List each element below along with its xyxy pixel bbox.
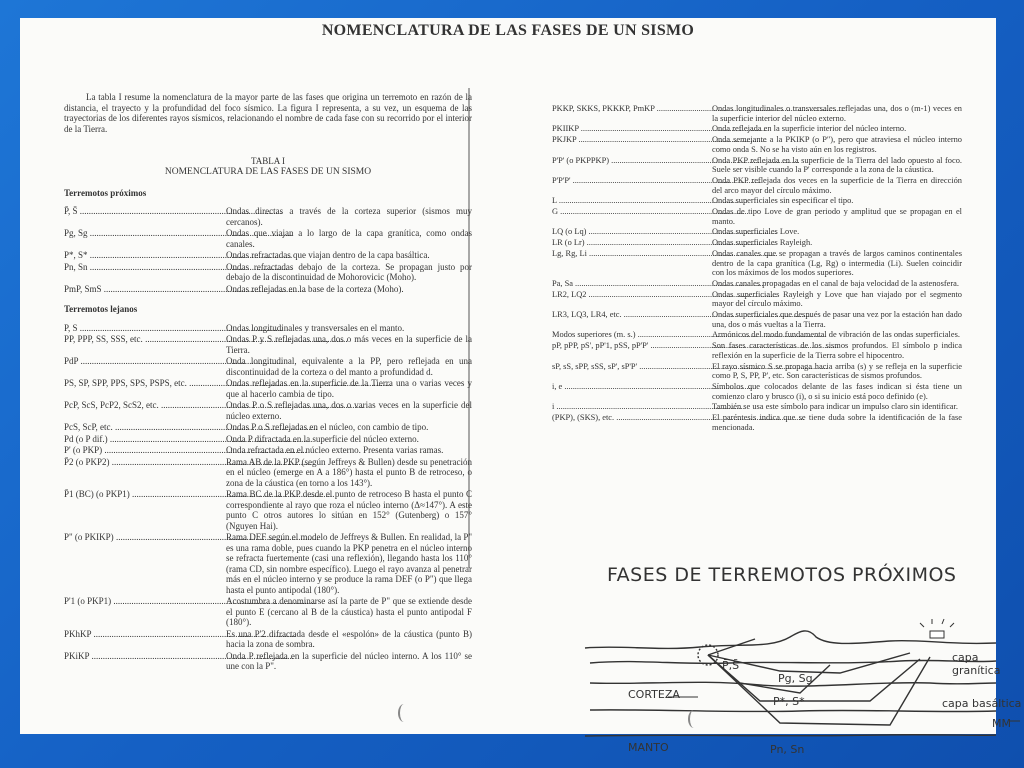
phase-description: El rayo sísmico S se propaga hacia arriba (s) y se refleja en la superficie como P, S, PP, P', etc. Son características de sismos profundos. xyxy=(712,361,962,381)
phase-description: Ondas P y S reflejadas una, dos o más veces en la superficie de la Tierra. xyxy=(226,334,472,355)
phase-description: Onda reflejada en la superficie interior del núcleo interno. xyxy=(712,124,907,134)
phase-description: Armónicos del modo fundamental de vibración de las ondas superficiales. xyxy=(712,330,960,340)
phase-row xyxy=(552,176,962,195)
phase-symbol: PKhKP ..... xyxy=(64,629,226,650)
phase-row xyxy=(64,434,472,445)
phase-description: El paréntesis indica que se tiene duda sobre la identificación de la fase mencionada. xyxy=(712,413,962,432)
phase-row xyxy=(64,228,472,249)
right-list xyxy=(552,104,962,433)
phase-symbol: P'1 (o PKP1) ..... xyxy=(64,596,226,628)
phase-symbol: LQ (o Lq) ..... xyxy=(552,227,712,237)
scan-artifact xyxy=(398,704,410,722)
phase-row xyxy=(64,457,472,489)
phase-symbol: (PKP), (SKS), etc. ..... xyxy=(552,413,712,432)
phase-row xyxy=(552,290,962,309)
phase-description: Rama BC de la PKP desde el punto de retroceso B hasta el punto C correspondiente al rayo que roza el núcleo interno (Δ≈147°). A este punto C otros autores lo sitúan en 152° (Gutenberg) o 157° (Nguyen Hai). xyxy=(226,489,472,531)
phase-description: Ondas que viajan a lo largo de la capa granítica, como ondas canales. xyxy=(226,228,472,249)
phase-row xyxy=(64,629,472,650)
phase-symbol: G ..... xyxy=(552,207,712,226)
phase-description: Ondas longitudinales y transversales en el manto. xyxy=(226,322,405,333)
phase-row xyxy=(64,334,472,355)
phase-row xyxy=(64,323,472,334)
phase-symbol: sP, sS, sPP, sSS, sP', sP'P' ..... xyxy=(552,362,712,381)
phase-row xyxy=(64,262,472,283)
phase-row xyxy=(64,532,472,595)
phase-symbol: P'P' (o PKPPKP) ..... xyxy=(552,156,712,175)
document-page xyxy=(20,18,1022,756)
scan-artifact xyxy=(688,710,700,728)
phase-description: Onda PKP reflejada en la superficie de la Tierra del lado opuesto al foco. Suele ser visible cuando la P' corresponde a la zona de la cáustica. xyxy=(712,155,962,175)
phase-description: También se usa este símbolo para indicar un impulso claro sin identificar. xyxy=(712,402,958,412)
phase-symbol: PKJKP ..... xyxy=(552,135,712,154)
phase-row xyxy=(552,156,962,175)
phase-description: Ondas refractadas debajo de la corteza. Se propagan justo por debajo de la discontinuidad de Mohorovicic (Moho). xyxy=(226,261,472,282)
phase-symbol: Pa, Sa ..... xyxy=(552,279,712,289)
phase-symbol: pP, pPP, pS', pP'1, pSS, pP'P' ..... xyxy=(552,341,712,360)
near-heading: Terremotos próximos xyxy=(64,187,147,198)
phase-description: Onda P reflejada en la superficie del núcleo interno. A los 110° se une con la P". xyxy=(226,650,472,671)
mantle-line xyxy=(585,735,996,736)
label-manto: MANTO xyxy=(628,741,669,754)
phase-row xyxy=(552,124,962,134)
phase-row xyxy=(64,422,472,433)
phase-symbol: P, S ..... xyxy=(64,323,226,334)
phase-description: Ondas directas a través de la corteza superior (sismos muy cercanos). xyxy=(226,206,472,227)
phase-symbol: i, e ..... xyxy=(552,382,712,401)
label-moho: MM xyxy=(992,717,1011,730)
phase-description: Símbolos que colocados delante de las fases indican si ésta tiene un comienzo claro y brusco (i), o si su inicio está poco definido (e). xyxy=(712,381,962,401)
phase-row xyxy=(552,362,962,381)
phase-symbol: P*, S* ..... xyxy=(64,250,226,261)
phase-symbol: P'P'P' ..... xyxy=(552,176,712,195)
phase-symbol: PmP, SmS ..... xyxy=(64,284,226,295)
phase-symbol: P" (o PKIKP) ..... xyxy=(64,532,226,595)
phase-symbol: Pg, Sg ..... xyxy=(64,228,226,249)
phase-symbol: PKiKP ..... xyxy=(64,651,226,672)
phase-description: Rama AB de la PKP (según Jeffreys & Bullen) desde su penetración en el núcleo (emerge en A a 186°) hasta el punto B de retroceso, o zona de la cáustica (en torno a los 143°). xyxy=(226,456,472,488)
phase-row xyxy=(552,207,962,226)
phase-description: Ondas P o S reflejadas en el núcleo, con cambio de tipo. xyxy=(226,422,429,432)
phase-description: Ondas canales propagadas en el canal de baja velocidad de la astenosfera. xyxy=(712,278,959,288)
phase-description: Ondas de tipo Love de gran periodo y amplitud que se propagan en el manto. xyxy=(712,207,962,226)
station-icon xyxy=(930,631,944,638)
phase-row xyxy=(64,284,472,295)
near-list xyxy=(64,206,472,294)
phase-description: Es una P'2 difractada desde el «espolón» de la cáustica (punto B) hacia la zona de sombra. xyxy=(226,628,472,649)
phase-description: Ondas superficiales Rayleigh y Love que han viajado por el segmento mayor del círculo máximo. xyxy=(712,289,962,309)
far-heading: Terremotos lejanos xyxy=(64,304,138,314)
phase-symbol: P̄2 (o PKP2) ..... xyxy=(64,457,226,489)
diagram-svg xyxy=(580,593,1000,734)
phase-symbol: PS, SP, SPP, PPS, SPS, PSPS, etc. ..... xyxy=(64,378,226,399)
phase-row xyxy=(552,196,962,206)
phase-symbol: Pd (o P dif.) ..... xyxy=(64,434,226,445)
seismic-diagram xyxy=(580,593,1022,756)
phase-description: Onda refractada en el núcleo externo. Presenta varias ramas. xyxy=(226,445,444,455)
phase-row xyxy=(64,378,472,399)
label-pgsg: Pg, Sg xyxy=(778,672,813,685)
phase-row xyxy=(552,249,962,278)
phase-row xyxy=(552,279,962,289)
phase-description: Rama DEF según el modelo de Jeffreys & Bullen. En realidad, la P" es una rama doble, pues cuando la PKP penetra en el núcleo interno se refracta fuertemente (casi una reflexión), llegando hasta los 110° (rama CD, sin nombre específico). Luego el rayo avanza al penetrar más en el núcleo interno y se produce la rama DEF (o P") que llega hasta el punto antipodal (180°). xyxy=(226,532,472,595)
phase-symbol: PcP, ScS, PcP2, ScS2, etc. ..... xyxy=(64,400,226,421)
phase-symbol: PdP ..... xyxy=(64,356,226,377)
phase-description: Ondas longitudinales o transversales reflejadas una, dos o (m-1) veces en la superficie interior del núcleo externo. xyxy=(712,104,962,123)
intro-paragraph: La tabla I resume la nomenclatura de la mayor parte de las fases que origina un terremoto en razón de la distancia, el trayecto y la profundidad del foco sísmico. La figura I representa, a su vez, un esquema de las trayectorias de los diferentes rayos sísmicos, relacionando el nombre de cada fase con su recorrido por el interior de la Tierra. xyxy=(64,92,472,134)
phase-symbol: PcS, ScP, etc. ..... xyxy=(64,422,226,433)
left-column xyxy=(64,92,472,673)
phase-symbol: Lg, Rg, Li ..... xyxy=(552,249,712,278)
phase-symbol: P' (o PKP) ..... xyxy=(64,445,226,456)
phase-symbol: LR (o Lr) ..... xyxy=(552,238,712,248)
ray-pn xyxy=(708,655,930,725)
label-granitica: capa granítica xyxy=(952,651,1001,677)
phase-description: Ondas reflejadas en la base de la corteza (Moho). xyxy=(226,283,404,294)
page-title: NOMENCLATURA DE LAS FASES DE UN SISMO xyxy=(321,22,695,39)
phase-description: Onda semejante a la PKIKP (o P"), pero que atraviesa el núcleo interno como onda S. No se ha visto aún en los registros. xyxy=(712,135,962,154)
phase-description: Ondas refractadas que viajan dentro de la capa basáltica. xyxy=(226,250,430,260)
label-basaltica: capa basáltica xyxy=(942,697,1022,710)
phase-description: Son fases características de los sismos profundos. El símbolo p indica reflexión en la superficie de la Tierra sobre el hipocentro. xyxy=(712,341,962,360)
far-list xyxy=(64,323,472,672)
phase-row xyxy=(552,402,962,412)
phase-description: Ondas canales que se propagan a través de largos caminos continentales dentro de la capa granítica (Lg, Rg) o intermedia (Li). Suelen coincidir con los máximos de los modos superiores. xyxy=(712,248,962,278)
phase-row xyxy=(552,310,962,329)
phase-description: Ondas reflejadas en la superficie de la Tierra una o varias veces y que al hacerlo cambia de tipo. xyxy=(226,378,472,399)
table-title: TABLA I xyxy=(250,156,286,166)
phase-symbol: LR3, LQ3, LR4, etc. ..... xyxy=(552,310,712,329)
phase-row xyxy=(552,382,962,401)
phase-description: Onda longitudinal, equivalente a la PP, pero reflejada en una discontinuidad de la corteza o del manto a profundidad d. xyxy=(226,356,472,377)
phase-description: Onda PKP reflejada dos veces en la superficie de la Tierra en dirección del arco mayor del círculo máximo. xyxy=(712,175,962,195)
phase-symbol: PP, PPP, SS, SSS, etc. ..... xyxy=(64,334,226,355)
phase-row xyxy=(64,400,472,421)
phase-symbol: P̄1 (BC) (o PKP1) ..... xyxy=(64,489,226,531)
phase-symbol: Pn, Sn ..... xyxy=(64,262,226,283)
phase-symbol: PKKP, SKKS, PKKKP, PmKP ..... xyxy=(552,104,712,123)
phase-description: Acostumbra a denominarse así la parte de P" que se extiende desde el punto E (cercano al B de la cáustica) hasta el punto antipodal F (180°). xyxy=(226,596,472,627)
phase-row xyxy=(64,651,472,672)
granite-line xyxy=(590,660,996,663)
phase-description: Ondas superficiales que después de pasar una vez por la estación han dado una, dos o más vueltas a la Tierra. xyxy=(712,310,962,329)
phase-description: Onda P difractada en la superficie del núcleo externo. xyxy=(226,433,419,444)
phase-symbol: Modos superiores (m. s.) ..... xyxy=(552,330,712,340)
phase-description: Ondas superficiales Rayleigh. xyxy=(712,238,813,248)
phase-symbol: LR2, LQ2 ..... xyxy=(552,290,712,309)
phase-description: Ondas superficiales Love. xyxy=(712,227,800,237)
phase-row xyxy=(64,356,472,377)
phase-description: Ondas superficiales sin especificar el tipo. xyxy=(712,196,854,206)
phase-symbol: i ..... xyxy=(552,402,712,412)
phase-row xyxy=(64,250,472,261)
label-pstar: P*, S* xyxy=(773,695,805,708)
phase-row xyxy=(64,445,472,456)
phase-row xyxy=(64,489,472,531)
phase-row xyxy=(552,341,962,360)
ray-direct xyxy=(708,639,755,655)
phase-row xyxy=(552,238,962,248)
phase-row xyxy=(64,206,472,227)
phase-row xyxy=(552,227,962,237)
label-corteza: CORTEZA xyxy=(628,688,680,701)
phase-row xyxy=(552,135,962,154)
phase-symbol: P̄, S̄ ..... xyxy=(64,206,226,227)
moho-line xyxy=(590,710,996,712)
phase-symbol: L ..... xyxy=(552,196,712,206)
right-column xyxy=(552,104,962,434)
table-subtitle: NOMENCLATURA DE LAS FASES DE UN SISMO xyxy=(164,166,372,177)
phase-row xyxy=(552,330,962,340)
phase-row xyxy=(552,104,962,123)
phase-row xyxy=(552,413,962,432)
figure-title: FASES DE TERREMOTOS PRÓXIMOS xyxy=(607,564,957,586)
phase-row xyxy=(64,596,472,628)
label-ps: P̄,S̄ xyxy=(722,659,740,672)
phase-symbol: PKIIKP ..... xyxy=(552,124,712,134)
phase-description: Ondas P o S reflejadas una, dos o varias veces en la superficie del núcleo externo. xyxy=(226,400,472,421)
label-pnsn: Pn, Sn xyxy=(770,743,805,756)
